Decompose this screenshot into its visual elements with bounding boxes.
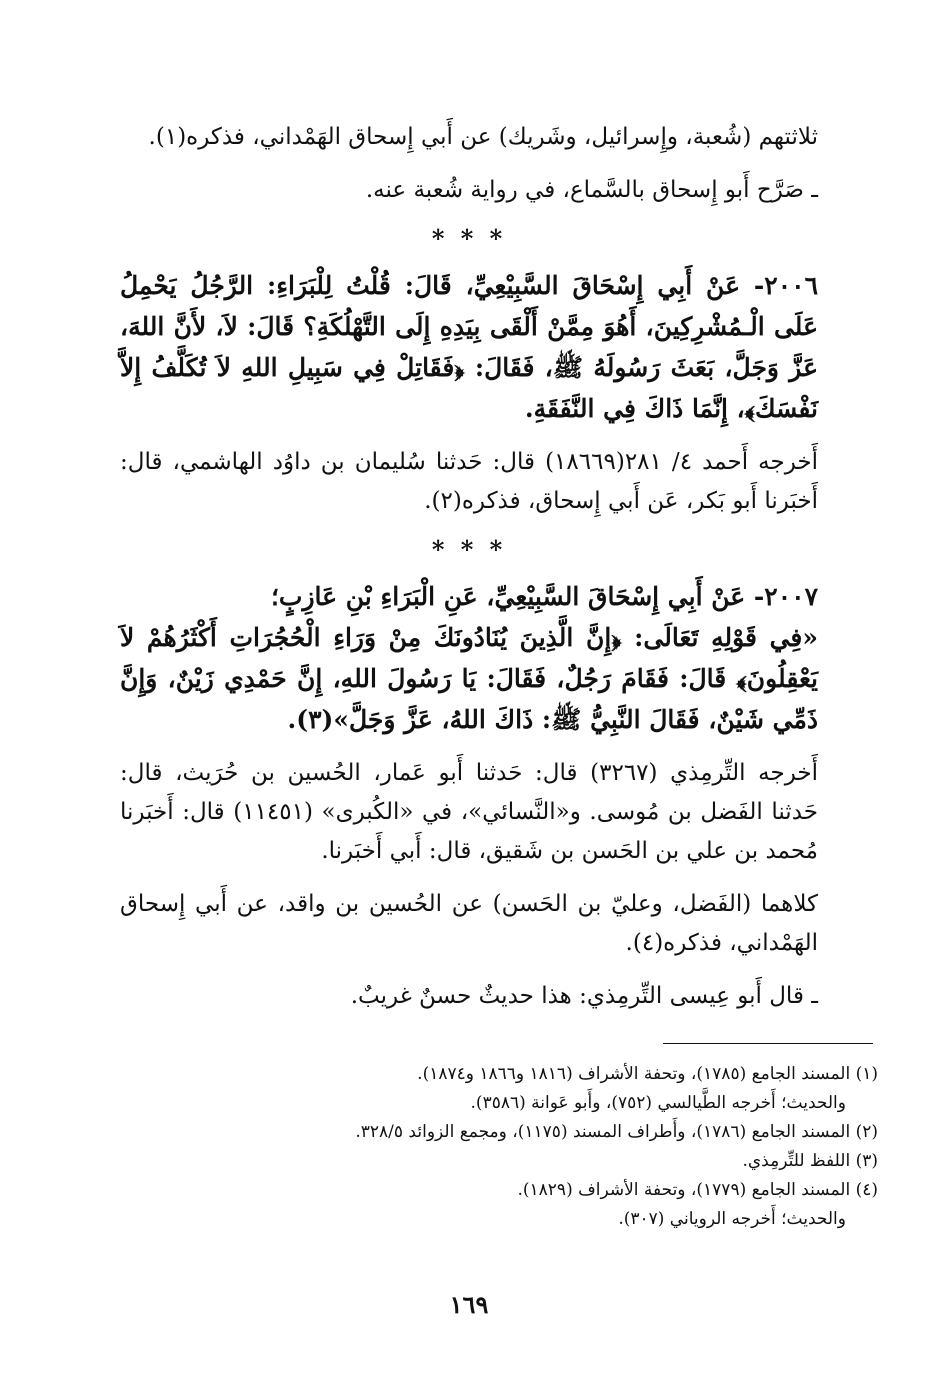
page-number: ١٦٩: [449, 1290, 489, 1319]
footnote: (٤) المسند الجامع (١٧٧٩)، وتحفة الأشراف (١٨٢٩).: [517, 1180, 878, 1200]
footnote: والحديث؛ أَخرجه الطَّيالسي (٧٥٢)، وأَبو عَوانة (٣٥٨٦).: [470, 1093, 846, 1113]
section-divider: * * *: [431, 535, 507, 564]
hadith-2006: ٢٠٠٦- عَنْ أَبِي إِسْحَاقَ السَّبِيْعِيِّ، قَالَ: قُلْتُ لِلْبَرَاءِ: الرَّجُلُ يَحْمِلُ عَلَى الْـمُشْرِكِينَ، أَهُوَ مِمَّنْ أَلْقَى بِيَدِهِ إِلَى التَّهْلُكَةِ؟ قَالَ: لاَ، لأَنَّ اللهَ، عَزَّ وَجَلَّ، بَعَثَ رَسُولَهُ ﷺ، فَقَالَ: ﴿فَقَاتِلْ فِي سَبِيلِ اللهِ لاَ تُكَلَّفُ إِلاَّ نَفْسَكَ﴾، إِنَّمَا ذَاكَ فِي النَّفَقَةِ.: [120, 271, 818, 423]
takhrij-2007-combined: كلاهما (الفَضل، وعليّ بن الحَسن) عن الحُسين بن واقد، عن أَبي إِسحاق الهَمْداني، فذكره(٤).: [120, 891, 818, 956]
section-divider: * * *: [431, 224, 507, 253]
paragraph: ـ صَرَّح أَبو إِسحاق بالسَّماع، في رواية شُعبة عنه.: [365, 177, 818, 203]
main-text: [120, 118, 818, 1030]
takhrij-2006: أَخرجه أَحمد ٤/ ٢٨١(١٨٦٦٩) قال: حَدثنا سُليمان بن داوُد الهاشمي، قال: أَخبَرنا أَبو بَكر، عَن أَبي إِسحاق، فذكره(٢).: [120, 449, 818, 514]
hadith-2007-text: «فِي قَوْلِهِ تَعَالَى: ﴿إِنَّ الَّذِينَ يُنَادُونَكَ مِنْ وَرَاءِ الْحُجُرَاتِ أَكْثَرُهُمْ لاَ يَعْقِلُونَ﴾ قَالَ: فَقَامَ رَجُلٌ، فَقَالَ: يَا رَسُولَ اللهِ، إِنَّ حَمْدِي زَيْنٌ، وَإِنَّ ذَمِّي شَيْنٌ، فَقَالَ النَّبِيُّ ﷺ: ذَاكَ اللهُ، عَزَّ وَجَلَّ»(٣).: [120, 623, 818, 734]
hadith-2007-header: ٢٠٠٧- عَنْ أَبِي إِسْحَاقَ السَّبِيْعِيِّ، عَنِ الْبَرَاءِ بْنِ عَازِبٍ؛: [270, 582, 818, 611]
footnote: والحديث؛ أَخرجه الروياني (٣٠٧).: [618, 1209, 846, 1229]
footnote: (٢) المسند الجامع (١٧٨٦)، وأَطراف المسند (١١٧٥)، ومجمع الزوائد ٣٢٨/٥.: [355, 1122, 878, 1142]
paragraph: ثلاثتهم (شُعبة، وإِسرائيل، وشَريك) عن أَبي إِسحاق الهَمْداني، فذكره(١).: [148, 124, 818, 150]
takhrij-2007: أَخرجه التِّرمِذي (٣٢٦٧) قال: حَدثنا أَبو عَمار، الحُسين بن حُرَيث، قال: حَدثنا الفَضل بن مُوسى. و«النَّسائي»، في «الكُبرى» (١١٤٥١) قال: أَخبَرنا مُحمد بن علي بن الحَسن بن شَقيق، قال: أَبي أَخبَرنا.: [120, 760, 818, 864]
footnote: (١) المسند الجامع (١٧٨٥)، وتحفة الأشراف (١٨١٦ و١٨٦٦ و١٨٧٤).: [417, 1064, 878, 1084]
tirmidhi-grading: ـ قال أَبو عِيسى التِّرمِذي: هذا حديثٌ حسنٌ غريبٌ.: [350, 983, 818, 1009]
footnote: (٣) اللفظ للتِّرمِذي.: [742, 1151, 878, 1171]
footnotes: [60, 1060, 878, 1234]
footnote-separator: [663, 1043, 873, 1044]
